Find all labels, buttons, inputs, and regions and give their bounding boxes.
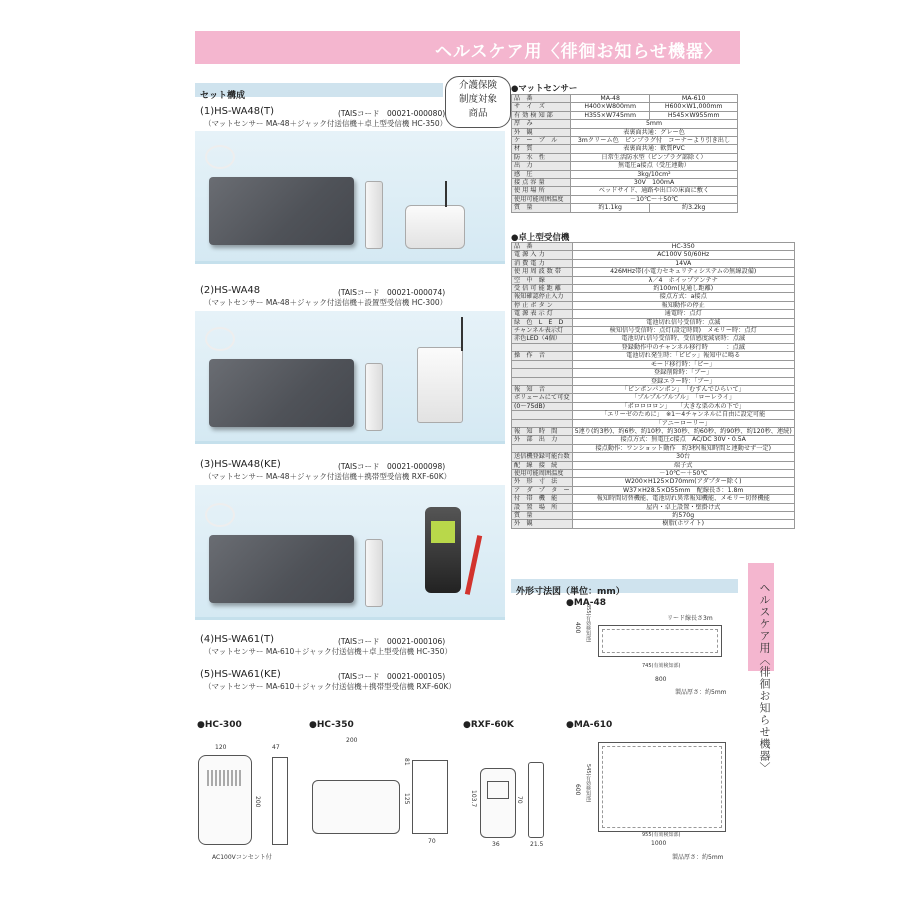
ma610-active-area xyxy=(602,746,722,828)
spec-value: 樹脂(ホワイト) xyxy=(572,520,794,528)
spec-label: チャンネル表示灯 xyxy=(512,327,573,335)
spec-value: 30台 xyxy=(572,453,794,461)
spec-row xyxy=(512,145,738,153)
spec-value: 検知信号受信時：点灯(設定時間) メモリー時：点灯 xyxy=(572,327,794,335)
spec-value: 約1.1kg xyxy=(571,204,650,212)
spec-row xyxy=(512,293,795,301)
spec-label: 外 形 寸 法 xyxy=(512,478,573,486)
spec-label: ボリュームにて可変 xyxy=(512,394,573,402)
spec-label: ケ ー ブ ル xyxy=(512,137,571,145)
rxf60k-label: ●RXF-60K xyxy=(463,720,514,730)
spec-row xyxy=(512,461,795,469)
spec-label xyxy=(512,377,573,385)
spec-label: 質 量 xyxy=(512,204,571,212)
transmitter xyxy=(365,539,383,607)
dims-section-title: 外形寸法図（単位：mm） xyxy=(516,587,625,597)
badge-line: 制度対象 xyxy=(458,94,497,105)
receiver-screen xyxy=(431,521,455,543)
spec-row xyxy=(512,251,795,259)
spec-label: 厚 み xyxy=(512,120,571,128)
badge-line: 介護保険 xyxy=(458,80,497,91)
kit-tais: (TAISコード 00021-000106) xyxy=(338,637,446,646)
hc350-front xyxy=(312,780,400,834)
spec-value: 5mm xyxy=(571,120,738,128)
spec-value: 接点動作：ワンショット動作 約3秒(報知時間と連動せず一定) xyxy=(572,444,794,452)
spec-row xyxy=(512,95,738,103)
kit-tais: (TAISコード 00021-000080) xyxy=(338,109,446,118)
side-tab-label: ヘルスケア用〈徘徊お知らせ機器〉 xyxy=(758,582,771,774)
spec-row xyxy=(512,402,795,410)
spec-label: ア ダ プ タ ー xyxy=(512,486,573,494)
spec-label: 配 線 接 続 xyxy=(512,461,573,469)
spec-label: 使 用 場 所 xyxy=(512,187,571,195)
hc350-height: 125 xyxy=(403,793,410,805)
spec-label: 品 番 xyxy=(512,95,571,103)
hc300-height: 200 xyxy=(254,796,261,808)
cord-coil xyxy=(205,145,235,169)
transmitter xyxy=(365,181,383,249)
rxf60k-screen xyxy=(487,781,509,799)
transmitter xyxy=(365,363,383,431)
spec-label: 設 置 場 所 xyxy=(512,503,573,511)
ma48-height-inner: 355(有効検知部) xyxy=(585,604,591,643)
spec-row xyxy=(512,478,795,486)
product-photo xyxy=(195,485,505,620)
spec-label: 防 水 性 xyxy=(512,153,571,161)
spec-row xyxy=(512,469,795,477)
spec-label: 使 用 周 波 数 帯 xyxy=(512,268,573,276)
spec-row xyxy=(512,310,795,318)
spec-label: 接 点 容 量 xyxy=(512,179,571,187)
ma610-thickness: 製品厚さ：約5mm xyxy=(672,854,724,861)
spec-value: 30V 100mA xyxy=(571,179,738,187)
spec-row xyxy=(512,453,795,461)
hc350-side xyxy=(412,760,448,834)
product-photo xyxy=(195,131,505,264)
spec-label xyxy=(512,343,573,351)
spec-value: 日常生活防水型（ピンプラグ部除く） xyxy=(571,153,738,161)
ma48-active-area xyxy=(602,629,718,653)
spec-row xyxy=(512,394,795,402)
spec-label: 赤色LED（4個） xyxy=(512,335,573,343)
antenna xyxy=(445,181,447,207)
spec-value: 登録動作中のチャンネル移行時 ：点滅 xyxy=(572,343,794,351)
spec-value: 登録削除時：「ブー」 xyxy=(572,369,794,377)
spec-row xyxy=(512,285,795,293)
kit-desc: （マットセンサー MA-48＋ジャック付送信機＋卓上型受信機 HC-350） xyxy=(204,119,448,128)
spec-value: 約3.2kg xyxy=(650,204,738,212)
hc300-side xyxy=(272,757,288,845)
hc300-label: ●HC-300 xyxy=(197,720,242,730)
ma48-width: 800 xyxy=(655,676,667,683)
ma610-outline xyxy=(598,742,726,832)
spec-row xyxy=(512,436,795,444)
spec-value: 3kg/10cm² xyxy=(571,170,738,178)
spec-label: 外 観 xyxy=(512,520,573,528)
spec-label: 使用可能周囲温度 xyxy=(512,469,573,477)
hc350-antenna: 81 xyxy=(403,758,410,766)
spec-value: 屋内・卓上設置・壁掛け式 xyxy=(572,503,794,511)
spec-row xyxy=(512,360,795,368)
ma610-label: ●MA-610 xyxy=(566,720,613,730)
badge-line: 商品 xyxy=(468,108,488,119)
spec-value: 通電時：点灯 xyxy=(572,310,794,318)
spec-label: 付 帯 機 能 xyxy=(512,495,573,503)
rxf60k-side xyxy=(528,762,544,838)
spec-row xyxy=(512,495,795,503)
spec-value: 約100m(見通し距離) xyxy=(572,285,794,293)
hc350-width: 200 xyxy=(346,737,358,744)
spec-label: 報知確認停止入力 xyxy=(512,293,573,301)
spec-label: 材 質 xyxy=(512,145,571,153)
spec-row xyxy=(512,120,738,128)
dims-section-header xyxy=(511,579,738,597)
spec-value: モード移行時：「ピー」 xyxy=(572,360,794,368)
kit-name: (3)HS-WA48(KE) xyxy=(200,459,281,470)
ma48-outline xyxy=(598,625,722,657)
spec-label: 使用可能周囲温度 xyxy=(512,195,571,203)
spec-label xyxy=(512,444,573,452)
spec-row xyxy=(512,276,795,284)
spec-value: H545×W955mm xyxy=(650,111,738,119)
spec-label: (0～75dB) xyxy=(512,402,573,410)
spec-value: 「プルプルプルプル」 「ローレライ」 xyxy=(572,394,794,402)
spec-label: 送信機登録可能台数 xyxy=(512,453,573,461)
spec-value: 5連り(約3秒)、約6秒、約10秒、約30秒、約60秒、約90秒、約120秒、連続) xyxy=(572,427,794,435)
spec-row xyxy=(512,411,795,419)
hc350-label: ●HC-350 xyxy=(309,720,354,730)
spec-label: 外 観 xyxy=(512,128,571,136)
kit-tais: (TAISコード 00021-000105) xyxy=(338,672,446,681)
ma610-width: 1000 xyxy=(651,840,667,847)
rxf60k-front xyxy=(480,768,516,838)
spec-value: HC-350 xyxy=(572,243,794,251)
cord-coil xyxy=(205,503,235,527)
spec-label xyxy=(512,411,573,419)
installed-receiver xyxy=(417,347,463,423)
recv-spec-table xyxy=(511,242,795,529)
kit-name: (1)HS-WA48(T) xyxy=(200,106,275,117)
spec-value: 報知時間切替機能、電池切れ異常報知機能、メモリー切替機能 xyxy=(572,495,794,503)
spec-value: 接点方式：無電圧c接点 AC/DC 30V・0.5A xyxy=(572,436,794,444)
kit-desc: （マットセンサー MA-48＋ジャック付送信機＋設置型受信機 HC-300） xyxy=(204,298,448,307)
spec-label: 品 番 xyxy=(512,243,573,251)
ma48-label: ●MA-48 xyxy=(566,598,607,608)
spec-row xyxy=(512,327,795,335)
hc350-depth: 70 xyxy=(428,838,436,845)
kit-tais: (TAISコード 00021-000098) xyxy=(338,462,446,471)
kit-desc: （マットセンサー MA-610＋ジャック付送信機＋卓上型受信機 HC-350） xyxy=(204,647,452,656)
rxf60k-width: 36 xyxy=(492,841,500,848)
rxf60k-height: 103.7 xyxy=(470,790,477,808)
spec-row xyxy=(512,512,795,520)
spec-value: －10℃～＋50℃ xyxy=(572,469,794,477)
ma610-height-inner: 545(有効検知部) xyxy=(585,764,591,803)
spec-value: 報知動作の停止 xyxy=(572,301,794,309)
spec-value: 接点方式：a接点 xyxy=(572,293,794,301)
spec-row xyxy=(512,301,795,309)
spec-label: 操 作 音 xyxy=(512,352,573,360)
hc300-note: AC100Vコンセント付 xyxy=(212,854,272,861)
hc300-depth: 47 xyxy=(272,744,280,751)
ma48-height: 400 xyxy=(574,622,581,634)
spec-value: 電池切れ信号受信時、受信感度減衰時：点滅 xyxy=(572,335,794,343)
spec-label: 電 源 表 示 灯 xyxy=(512,310,573,318)
spec-value: H355×W745mm xyxy=(571,111,650,119)
kit-desc: （マットセンサー MA-48＋ジャック付送信機＋携帯型受信機 RXF-60K） xyxy=(204,472,452,481)
spec-value: 無電圧a接点（受圧連動） xyxy=(571,162,738,170)
spec-row xyxy=(512,486,795,494)
spec-row xyxy=(512,520,795,528)
ma610-width-inner: 955(有効検知部) xyxy=(642,832,681,838)
spec-value: 登録エラー時：「ブー」 xyxy=(572,377,794,385)
spec-label: 出 力 xyxy=(512,162,571,170)
spec-value: 電池切れ発生時：「ピピッ」報知中に鳴る xyxy=(572,352,794,360)
product-photo xyxy=(195,311,505,444)
spec-label: 外 部 出 力 xyxy=(512,436,573,444)
hc300-front xyxy=(198,755,252,845)
kit-name: (5)HS-WA61(KE) xyxy=(200,669,281,680)
mat-sensor xyxy=(209,359,354,427)
spec-row xyxy=(512,385,795,393)
cord-coil xyxy=(205,327,235,351)
spec-label: 報 知 時 間 xyxy=(512,427,573,435)
spec-row xyxy=(512,103,738,111)
spec-value: H400×W800mm xyxy=(571,103,650,111)
spec-label: 受 信 可 能 距 離 xyxy=(512,285,573,293)
spec-label: 空 中 線 xyxy=(512,276,573,284)
spec-label: 質 量 xyxy=(512,512,573,520)
tabletop-receiver xyxy=(405,205,465,249)
spec-label xyxy=(512,360,573,368)
spec-row xyxy=(512,153,738,161)
spec-value: 表裏面共通：軟質PVC xyxy=(571,145,738,153)
recv-spec-title: ●卓上型受信機 xyxy=(511,233,570,243)
spec-row xyxy=(512,259,795,267)
spec-row xyxy=(512,318,795,326)
mat-spec-table xyxy=(511,94,738,213)
set-section-header xyxy=(195,83,443,101)
spec-row xyxy=(512,343,795,351)
spec-value: 表裏面共通：グレー色 xyxy=(571,128,738,136)
set-section-title: セット構成 xyxy=(200,91,246,101)
spec-value: 3mクリーム色 ピンプラグ付 コーナーより引き出し xyxy=(571,137,738,145)
kit-desc: （マットセンサー MA-610＋ジャック付送信機＋携帯型受信機 RXF-60K） xyxy=(204,682,456,691)
rxf60k-height-body: 70 xyxy=(516,796,523,804)
kit-tais: (TAISコード 00021-000074) xyxy=(338,288,446,297)
spec-value: 約570g xyxy=(572,512,794,520)
spec-label xyxy=(512,369,573,377)
spec-value: H600×W1,000mm xyxy=(650,103,738,111)
spec-label: 停 止 ボ タ ン xyxy=(512,301,573,309)
spec-label: 電 源 入 力 xyxy=(512,251,573,259)
spec-row xyxy=(512,187,738,195)
spec-label: 報 知 音 xyxy=(512,385,573,393)
insurance-badge xyxy=(445,76,511,128)
spec-row xyxy=(512,170,738,178)
kit-name: (4)HS-WA61(T) xyxy=(200,634,275,645)
spec-row xyxy=(512,137,738,145)
spec-row xyxy=(512,204,738,212)
spec-value: 「ピンポンパンポン」 「むすんでひらいて」 xyxy=(572,385,794,393)
spec-value: MA-610 xyxy=(650,95,738,103)
spec-row xyxy=(512,444,795,452)
spec-row xyxy=(512,503,795,511)
antenna xyxy=(461,317,463,351)
header-banner xyxy=(195,31,740,64)
mat-sensor xyxy=(209,177,354,245)
spec-row xyxy=(512,179,738,187)
spec-value: －10℃～＋50℃ xyxy=(571,195,738,203)
spec-value: W200×H125×D70mm(アダプター除く) xyxy=(572,478,794,486)
ma48-width-inner: 745(有効検知部) xyxy=(642,663,681,669)
hc300-width: 120 xyxy=(215,744,227,751)
page-title: ヘルスケア用〈徘徊お知らせ機器〉 xyxy=(435,42,722,62)
spec-value: MA-48 xyxy=(571,95,650,103)
spec-row xyxy=(512,427,795,435)
kit-name: (2)HS-WA48 xyxy=(200,285,261,296)
spec-value: 電池切れ信号受信時：点滅 xyxy=(572,318,794,326)
spec-label: 有 効 検 知 部 xyxy=(512,111,571,119)
spec-label xyxy=(512,419,573,427)
spec-row xyxy=(512,195,738,203)
ma610-height: 600 xyxy=(574,784,581,796)
hc300-speaker xyxy=(207,770,241,786)
spec-value: 「アニーローリー」 xyxy=(572,419,794,427)
strap xyxy=(465,535,482,595)
mat-sensor xyxy=(209,535,354,603)
spec-label: サ イ ズ xyxy=(512,103,571,111)
spec-value: 「ポロロロロン」 「大きな栗の木の下で」 xyxy=(572,402,794,410)
spec-row xyxy=(512,335,795,343)
spec-label: 緑 色 L E D xyxy=(512,318,573,326)
spec-row xyxy=(512,243,795,251)
spec-value: 14VA xyxy=(572,259,794,267)
ma48-lead-label: リード線長さ3m xyxy=(667,615,713,622)
spec-value: W37×H28.5×D55mm 配線長さ：1.8m xyxy=(572,486,794,494)
mat-spec-title: ●マットセンサー xyxy=(511,84,578,94)
spec-label: 消 費 電 力 xyxy=(512,259,573,267)
spec-value: AC100V 50/60Hz xyxy=(572,251,794,259)
spec-row xyxy=(512,369,795,377)
portable-receiver xyxy=(425,507,461,593)
spec-row xyxy=(512,128,738,136)
spec-row xyxy=(512,268,795,276)
spec-row xyxy=(512,352,795,360)
spec-label: 感 圧 xyxy=(512,170,571,178)
spec-row xyxy=(512,162,738,170)
rxf60k-depth: 21.5 xyxy=(530,841,544,848)
spec-row xyxy=(512,111,738,119)
spec-row xyxy=(512,377,795,385)
spec-value: 端子式 xyxy=(572,461,794,469)
ma48-thickness: 製品厚さ：約5mm xyxy=(675,689,727,696)
spec-value: ベッドサイド、通路や出口の床面に敷く xyxy=(571,187,738,195)
spec-row xyxy=(512,419,795,427)
spec-value: 「エリーゼのために」 ※1～4チャンネルに自由に設定可能 xyxy=(572,411,794,419)
spec-value: λ／4 ホイップアンテナ xyxy=(572,276,794,284)
spec-value: 426MHz帯(小電力セキュリティシステムの無線設備) xyxy=(572,268,794,276)
